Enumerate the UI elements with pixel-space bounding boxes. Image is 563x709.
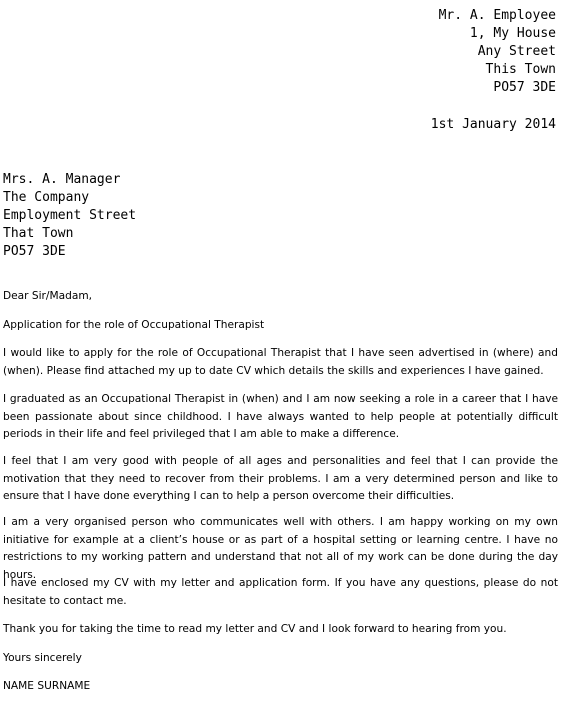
subject-line: Application for the role of Occupational Therapist [3,319,265,331]
salutation: Dear Sir/Madam, [3,290,93,302]
sender-name: Mr. A. Employee [438,8,556,23]
recipient-address [3,171,136,261]
recipient-name: Mrs. A. Manager [3,172,121,187]
recipient-address-line: The Company [3,190,90,205]
sender-address-line: This Town [485,62,556,77]
sender-address-line: Any Street [477,44,556,59]
recipient-address-line: That Town [3,226,74,241]
paragraph-enclosures: I have enclosed my CV with my letter and application form. If you have any questions, please do not hesitate to contact me. [3,577,558,607]
recipient-address-line: Employment Street [3,208,137,223]
paragraph-qualifications: I graduated as an Occupational Therapist in (when) and I am now seeking a role in a career that I have been passionate about since childhood. I have always wanted to help people at potentially difficult periods in their life and feel privileged that I am able to make a difference. [3,393,558,440]
paragraph-people-skills: I feel that I am very good with people of all ages and personalities and feel that I can provide the motivation that they need to recover from their problems. I am a very determined person and like to ensure that I have done everything I can to help a person overcome their difficulties. [3,455,558,502]
sender-address [439,7,556,97]
paragraph-thanks: Thank you for taking the time to read my letter and CV and I look forward to hearing from you. [3,623,507,635]
sender-address-line: 1, My House [469,26,556,41]
signature-name: NAME SURNAME [3,680,91,692]
closing: Yours sincerely [3,652,82,664]
recipient-postcode: PO57 3DE [3,244,66,259]
letter-date: 1st January 2014 [430,117,556,132]
sender-postcode: PO57 3DE [493,80,556,95]
paragraph-introduction: I would like to apply for the role of Occupational Therapist that I have seen advertised in (where) and (when). Please find attached my up to date CV which details the skills and experiences I have gained. [3,347,558,377]
paragraph-organisation: I am a very organised person who communicates well with others. I am happy working on my own initiative for example at a client’s house or as part of a hospital setting or learning centre. I have no restrictions to my working pattern and understand that not all of my work can be done during the day hours. [3,516,558,581]
